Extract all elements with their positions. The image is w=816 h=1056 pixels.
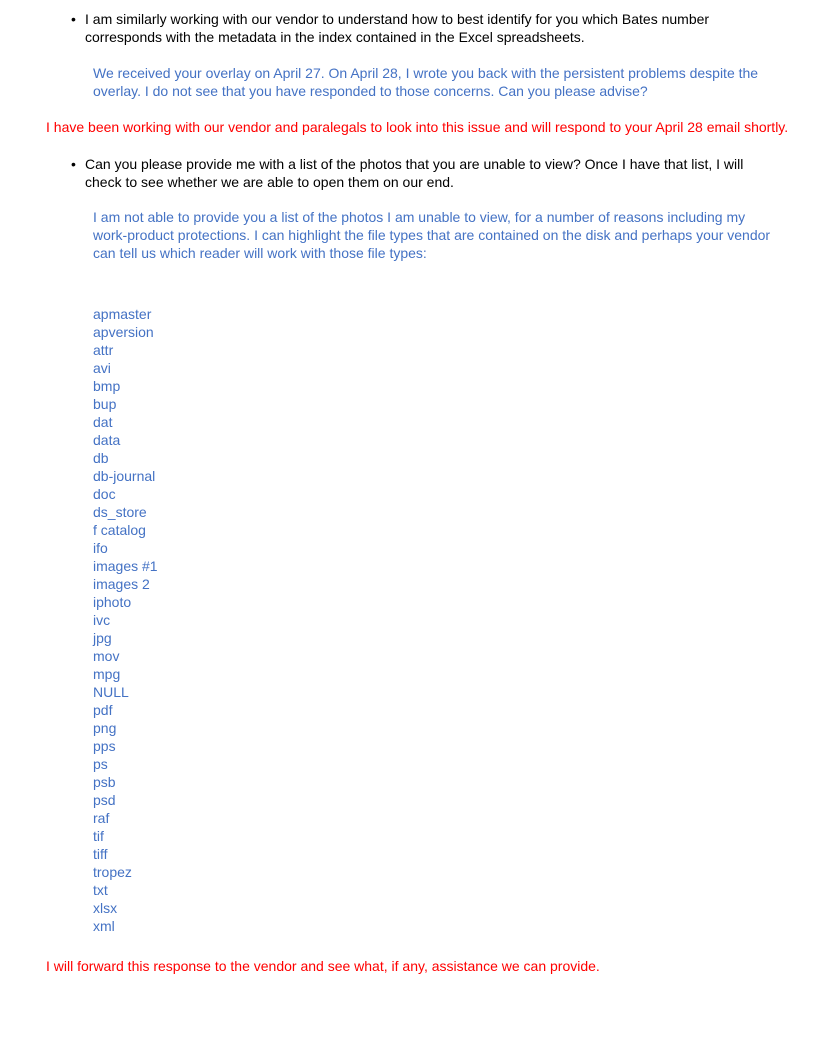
- file-type-item: data: [93, 432, 121, 448]
- file-type-item: dat: [93, 414, 113, 430]
- file-type-item: tif: [93, 828, 104, 844]
- file-type-item: ifo: [93, 540, 108, 556]
- file-type-item: xml: [93, 918, 115, 934]
- file-type-item: xlsx: [93, 900, 118, 916]
- file-type-item: f catalog: [93, 522, 146, 538]
- file-type-item: pdf: [93, 702, 113, 718]
- file-type-item: ps: [93, 756, 108, 772]
- file-type-item: iphoto: [93, 594, 132, 610]
- bullet-photo-list: • Can you please provide me with a list of the photos that you are unable to view? Once I have that list, I will check to see whether we are able to open them on our end.: [85, 155, 775, 191]
- file-type-item: mov: [93, 648, 120, 664]
- file-type-item: tropez: [93, 864, 132, 880]
- file-type-item: bmp: [93, 378, 121, 394]
- blue-reply-file-types: I am not able to provide you a list of the photos I am unable to view, for a number of reasons including my work-product protections. I can highlight the file types that are contained on the disk and perhaps your vendor can tell us which reader will work with those file types:: [93, 209, 771, 261]
- file-type-item: tiff: [93, 846, 108, 862]
- file-type-item: apversion: [93, 324, 154, 340]
- file-type-item: avi: [93, 360, 111, 376]
- file-type-item: db: [93, 450, 109, 466]
- file-type-item: NULL: [93, 684, 129, 700]
- file-type-item: psd: [93, 792, 116, 808]
- red-reply-vendor-paralegals: I have been working with our vendor and paralegals to look into this issue and will respond to your April 28 email shortly.: [46, 119, 789, 135]
- file-type-item: ivc: [93, 612, 111, 628]
- file-type-item: psb: [93, 774, 116, 790]
- file-type-item: mpg: [93, 666, 121, 682]
- file-type-item: images #1: [93, 558, 158, 574]
- file-type-item: apmaster: [93, 306, 152, 322]
- file-type-item: bup: [93, 396, 117, 412]
- file-type-item: txt: [93, 882, 108, 898]
- file-type-item: png: [93, 720, 117, 736]
- file-type-list: [93, 305, 158, 935]
- file-type-item: db-journal: [93, 468, 156, 484]
- file-type-item: images 2: [93, 576, 150, 592]
- blue-reply-overlay: We received your overlay on April 27. On April 28, I wrote you back with the persistent problems despite the overlay. I do not see that you have responded to those concerns. Can you please advise?: [93, 65, 759, 99]
- bullet-vendor-bates: • I am similarly working with our vendor to understand how to best identify for you which Bates number corresponds with the metadata in the index contained in the Excel spreadsheets.: [85, 10, 775, 46]
- red-reply-forward-vendor: I will forward this response to the vendor and see what, if any, assistance we can provide.: [46, 958, 600, 974]
- file-type-item: doc: [93, 486, 116, 502]
- file-type-item: ds_store: [93, 504, 147, 520]
- file-type-item: pps: [93, 738, 116, 754]
- file-type-item: attr: [93, 342, 114, 358]
- file-type-item: raf: [93, 810, 110, 826]
- file-type-item: jpg: [93, 630, 112, 646]
